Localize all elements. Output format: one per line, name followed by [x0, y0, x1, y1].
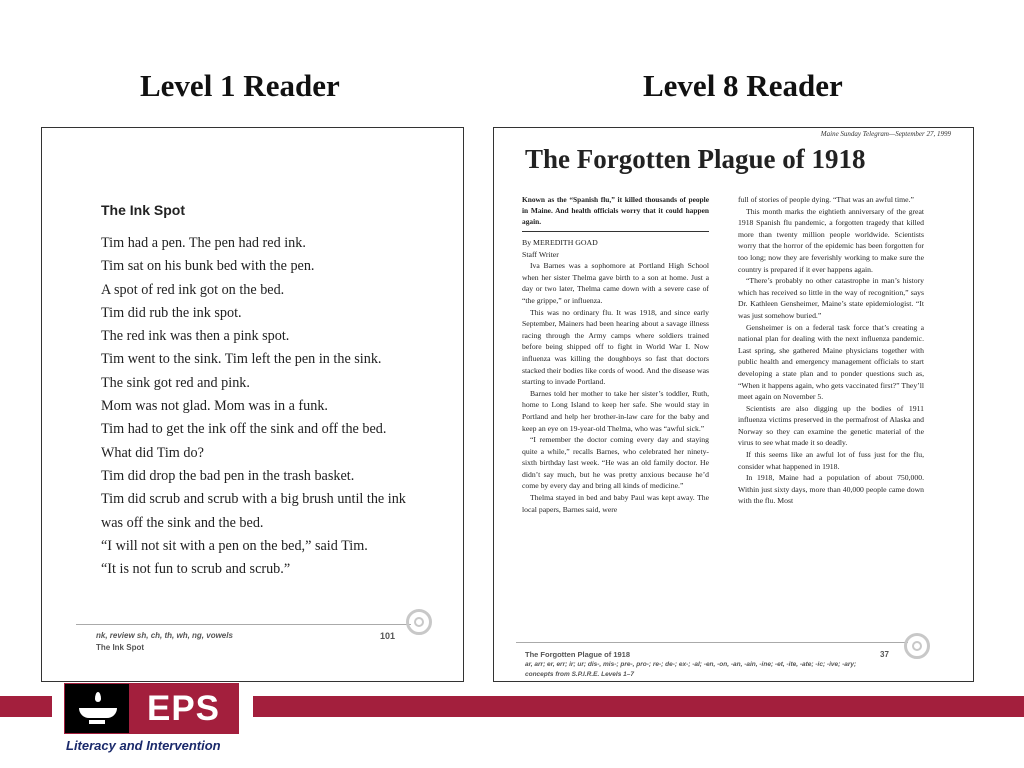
article-paragraph: Iva Barnes was a sophomore at Portland High School when her sister Thelma gave birth to a son at home. Just a day or two later, Thelma came down with a severe case of “the grippe,” or influenza.: [522, 261, 709, 305]
story-line: What did Tim do?: [101, 444, 204, 461]
footer-topics: nk, review sh, ch, th, wh, ng, vowels: [96, 631, 233, 640]
story-line: “It is not fun to scrub and scrub.”: [101, 561, 291, 578]
page-number: 37: [880, 650, 889, 659]
article-lede: Known as the “Spanish flu,” it killed thousands of people in Maine. And health officials worry that it could happen again.: [522, 194, 709, 232]
story-line: Tim sat on his bunk bed with the pen.: [101, 258, 315, 275]
page-number: 101: [380, 631, 396, 641]
story-line: Mom was not glad. Mom was in a funk.: [101, 398, 328, 415]
article-column-2: [738, 194, 924, 507]
level1-heading: Level 1 Reader: [140, 68, 340, 103]
logo-tagline: Literacy and Intervention: [66, 738, 221, 753]
article-paragraph: Gensheimer is on a federal task force that’s creating a national plan for dealing with the next influenza pandemic. Last spring, she gathered Maine physicians together with public health and emergency management officials to start developing a state plan and to ponder questions such as, “When it happens again, who gets vaccinated first?” They’ll meet again on November 5.: [738, 322, 924, 402]
article-paragraph: If this seems like an awful lot of fuss just for the flu, consider what happened in 1918.: [738, 450, 924, 471]
article-paragraph: Scientists are also digging up the bodies of 1911 influenza victims preserved in the permafrost of Alaska and Norway so they can examine the genetic material of the virus to see what made it so deadly.: [738, 403, 924, 448]
story-line: Tim did rub the ink spot.: [101, 304, 242, 321]
level1-reader-page: [41, 127, 464, 682]
article-title: The Forgotten Plague of 1918: [525, 144, 866, 174]
story-line: was off the sink and the bed.: [101, 514, 264, 531]
article-paragraph: In 1918, Maine had a population of about 750,000. Within just sixty days, more than 40,000 people came down with the flu. Most: [738, 473, 924, 506]
article-paragraph: This was no ordinary flu. It was 1918, and since early September, Mainers had been hearing about a savage illness racing through the Army camps where soldiers trained before being shipped off to fight in World War I. Now influenza was killing the doughboys so fast that doctors stacked their bodies like cords of wood. And the disease was starting to invade Portland.: [522, 307, 709, 387]
article-paragraph: Barnes told her mother to take her sister’s toddler, Ruth, home to Long Island to keep her safe. She would stay in Portland and help her brother-in-law care for the baby and keep an eye on 19-year-old Thelma, who was “awful sick.”: [522, 388, 709, 433]
story-line: Tim did scrub and scrub with a big brush until the ink: [101, 491, 406, 508]
footer-title: The Forgotten Plague of 1918: [525, 650, 631, 659]
article-column-1: [522, 194, 709, 515]
story-title: The Ink Spot: [101, 202, 185, 218]
lamp-icon: [65, 684, 129, 733]
spiral-icon: [406, 609, 432, 635]
footer-divider: [516, 642, 908, 643]
article-paragraph: Thelma stayed in bed and baby Paul was kept away. The local papers, Barnes said, were: [522, 493, 709, 514]
article-paragraph: This month marks the eightieth anniversary of the great 1918 Spanish flu pandemic, a forgotten tragedy that killed more than twenty million people worldwide. Scientists worry that the horror of the epidemic has been forgotten for too long; now they are feverishly working to make sure the country is prepared if it ever happens again.: [738, 206, 924, 274]
footer-title: The Ink Spot: [96, 643, 144, 652]
brand-band: [0, 696, 52, 717]
brand-band: [253, 696, 1024, 717]
logo-brand: EPS: [129, 684, 238, 733]
byline-role: Staff Writer: [522, 249, 559, 259]
story-line: The red ink was then a pink spot.: [101, 328, 290, 345]
story-line: Tim went to the sink. Tim left the pen in the sink.: [101, 351, 382, 368]
story-text: [101, 232, 451, 581]
article-paragraph: full of stories of people dying. “That was an awful time.”: [738, 195, 914, 204]
story-line: Tim did drop the bad pen in the trash basket.: [101, 467, 355, 484]
story-line: “I will not sit with a pen on the bed,” said Tim.: [101, 537, 368, 554]
spiral-icon: [904, 633, 930, 659]
story-line: The sink got red and pink.: [101, 374, 250, 391]
article-paragraph: “There’s probably no other catastrophe in man’s history which has received so little in the way of recognition,” says Dr. Kathleen Gensheimer, Maine’s state epidemiologist. “It was just somehow buried.”: [738, 276, 924, 320]
footer-divider: [76, 624, 411, 625]
level8-heading: Level 8 Reader: [643, 68, 843, 103]
level8-reader-page: [493, 127, 974, 682]
story-line: Tim had a pen. The pen had red ink.: [101, 235, 306, 251]
footer-concepts: ar, arr; er, err; ir; ur; dis-, mis-; pre-, pro-; re-; de-; ex-; -al; -en, -on, -an, -ain, -ine; -et, -ite, -ate; -ic; -ive; -ary; concepts from S.P.I.R.E. Levels 1–7: [525, 661, 857, 678]
story-line: A spot of red ink got on the bed.: [101, 281, 285, 298]
byline: By MEREDITH GOAD: [522, 238, 598, 247]
dateline: Maine Sunday Telegram—September 27, 1999: [820, 130, 951, 138]
article-paragraph: “I remember the doctor coming every day and staying quite a while,” recalls Barnes, who celebrated her ninety-sixth birthday last week. “He was an old family doctor. He didn’t say much, but he was pretty anxious because he’d come by every day and bring all kinds of medicine.”: [522, 435, 709, 491]
story-line: Tim had to get the ink off the sink and off the bed.: [101, 421, 387, 438]
eps-logo: [64, 683, 239, 734]
